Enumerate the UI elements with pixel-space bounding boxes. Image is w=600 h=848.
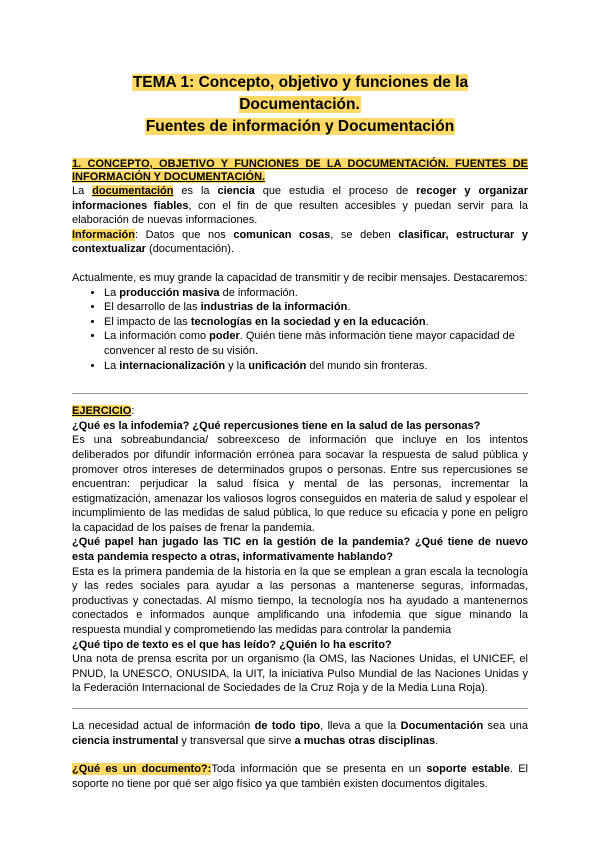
section-heading: 1. CONCEPTO, OBJETIVO Y FUNCIONES DE LA DOCUMENTACIÓN. FUENTES DE INFORMACIÓN Y DOCUMENTACIÓN. [72,158,528,183]
closing-paragraph: La necesidad actual de información de todo tipo, lleva a que la Documentación sea una ciencia instrumental y transversal que sirve a muchas otras disciplinas. [72,720,528,747]
question-1: ¿Qué es la infodemia? ¿Qué repercusiones tiene en la salud de las personas? [72,419,481,432]
definition-documentacion: La documentación es la ciencia que estudia el proceso de recoger y organizar informaciones fiables, con el fin de que resulten accesibles y puedan servir para la elaboración de nuevas informaciones. [72,185,528,227]
question-3: ¿Qué tipo de texto es el que has leído? ¿Quién lo ha escrito? [72,638,392,651]
list-item: • La producción masiva de información. [104,286,528,301]
definition-informacion: Información: Datos que nos comunican cosas, se deben clasificar, estructurar y contextualizar (documentación). [72,228,528,256]
list-item: • El impacto de las tecnologías en la sociedad y en la educación. [104,315,528,330]
intro-paragraph: Actualmente, es muy grande la capacidad de transmitir y de recibir mensajes. Destacaremos: [72,271,528,284]
document-definition: ¿Qué es un documento?:Toda información que se presenta en un soporte estable. El soporte no tiene por qué ser algo físico ya que también existen documentos digitales. [72,763,528,790]
answer-2: Esta es la primera pandemia de la historia en la que se emplean a gran escala la tecnología y las redes sociales para ayudar a las personas a mantenerse seguras, informadas, productivas y conectadas. Al mismo tiempo, la tecnología nos ha ayudado a mantenernos conectados e informados aunque amplificando una infodemia que sigue minando la respuesta mundial y comprometiendo las medidas para controlar la pandemia [72,565,528,637]
title-line-2: Fuentes de información y Documentación [145,118,455,135]
list-item: • La internacionalización y la unificación del mundo sin fronteras. [104,359,528,374]
exercise-label: EJERCICIO: [72,405,135,418]
list-item: • El desarrollo de las industrias de la información. [104,300,528,315]
title-line-1: TEMA 1: Concepto, objetivo y funciones de la Documentación. [132,74,469,113]
question-2: ¿Qué papel han jugado las TIC en la gestión de la pandemia? ¿Qué tiene de nuevo esta pandemia respecto a otras, informativamente hablando? [72,536,528,564]
highlights-list [72,286,528,374]
divider [72,393,528,394]
list-item: • La información como poder. Quién tiene más información tiene mayor capacidad de convencer al resto de su visión. [104,329,528,358]
divider [72,708,528,709]
answer-3: Una nota de prensa escrita por un organismo (la OMS, las Naciones Unidas, el UNICEF, el PNUD, la UNESCO, ONUSIDA, la UIT, la iniciativa Pulso Mundial de las Naciones Unidas y la Federación Internacional de Sociedades de la Cruz Roja y de la Media Luna Roja). [72,653,528,695]
answer-1: Es una sobreabundancia/ sobreexceso de información que incluye en los intentos deliberados por difundir información errónea para socavar la respuesta de salud pública y promover otros intereses de determinados grupos o personas. Entre sus repercusiones se encuentran: perjudicar la salud física y mental de las personas, incrementar la estigmatización, amenazar los valiosos logros conseguidos en materia de salud y espolear el incumplimiento de las medidas de salud pública, lo que reduce su eficacia y pone en peligro la capacidad de los países de frenar la pandemia. [72,434,528,534]
page-title [72,0,528,138]
